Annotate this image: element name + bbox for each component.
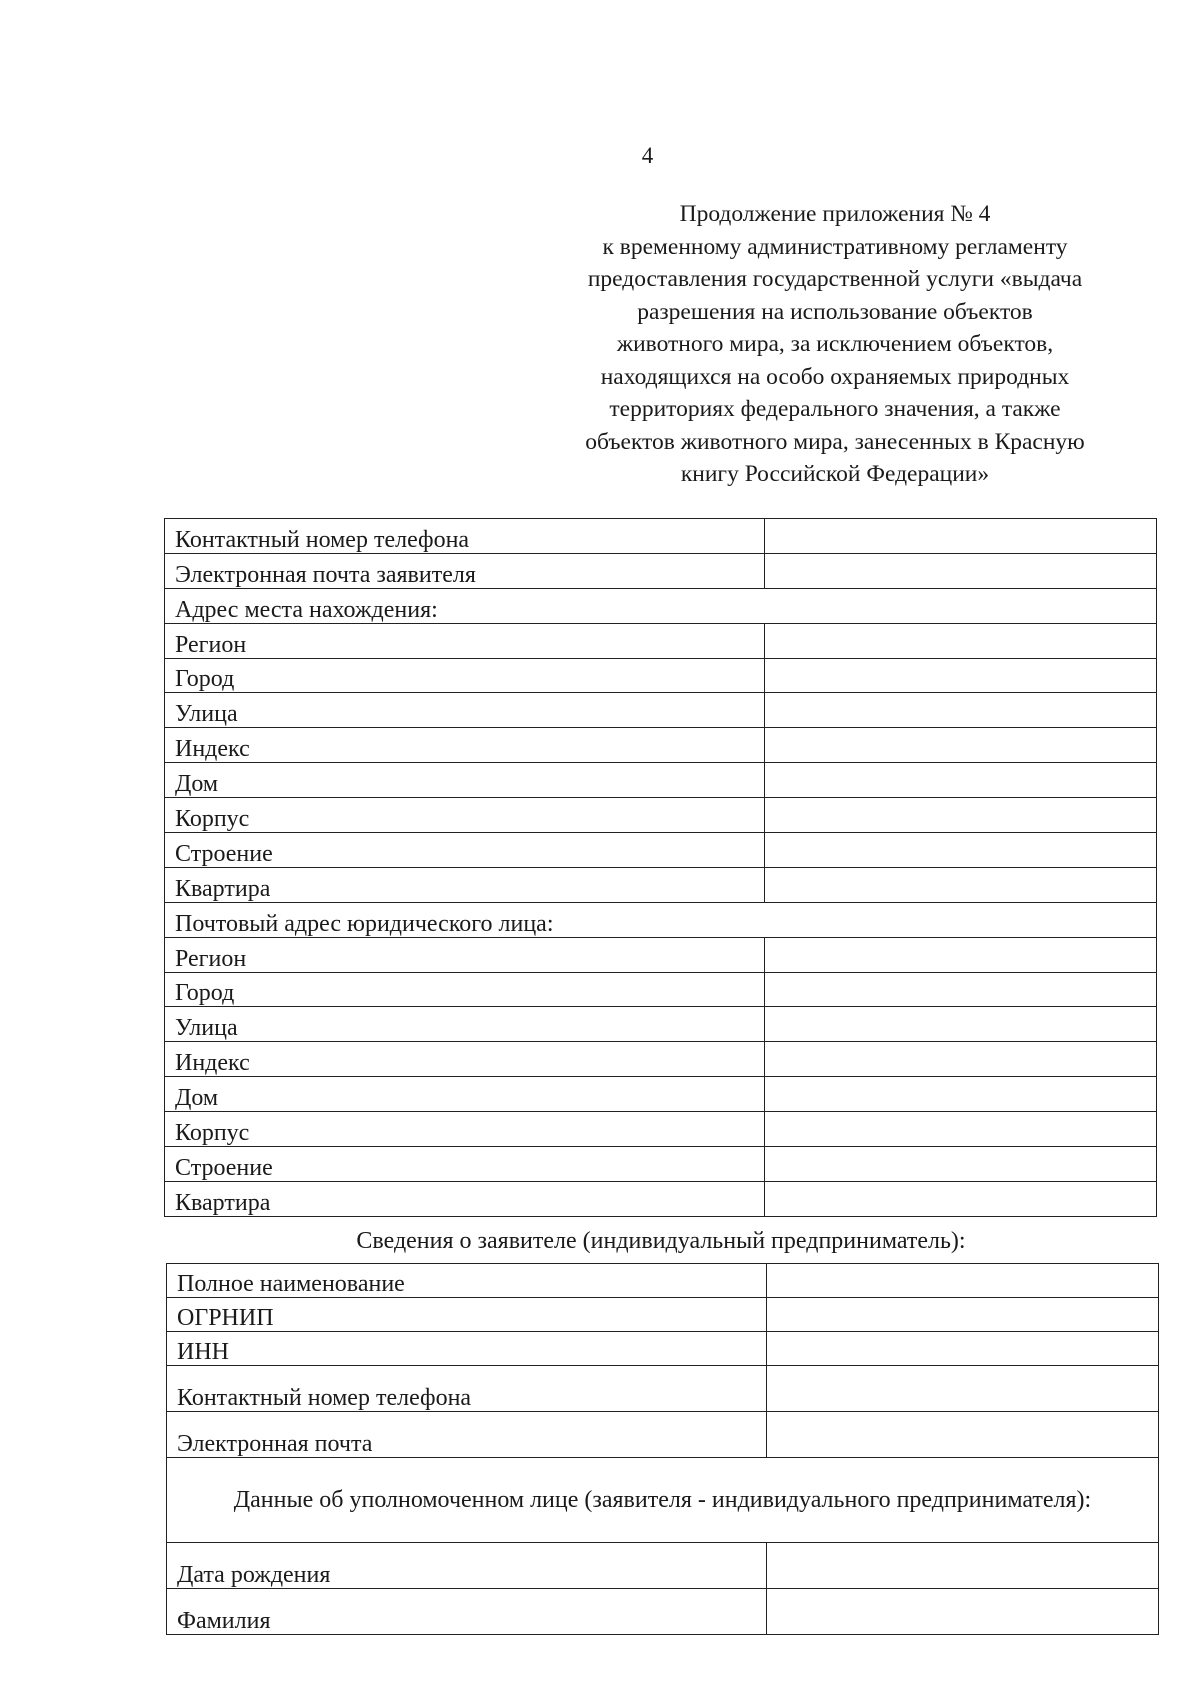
header-line: к временному административному регламенту [602,233,1068,260]
header-line: книгу Российской Федерации» [680,461,990,487]
surname-field[interactable] [767,1589,1159,1635]
table-row [167,1458,1159,1543]
location-apartment-field[interactable] [765,867,1157,902]
location-region-field[interactable] [765,623,1157,658]
entrepreneur-email-label: Электронная почта [167,1412,767,1458]
entrepreneur-phone-field[interactable] [767,1366,1159,1412]
contact-phone-field[interactable] [765,519,1157,554]
table-row [165,1112,1157,1147]
postal-region-field[interactable] [765,937,1157,972]
table-row [167,1543,1159,1589]
table-row [167,1589,1159,1635]
table-row [165,1077,1157,1112]
table-row [167,1264,1159,1298]
header-line: объектов животного мира, занесенных в Красную [585,428,1085,455]
ogrnip-field[interactable] [767,1298,1159,1332]
entrepreneur-caption: Сведения о заявителе (индивидуальный предприниматель): [356,1228,966,1254]
postal-structure-field[interactable] [765,1147,1157,1182]
table-row [167,1332,1159,1366]
postal-city-label: Город [165,972,765,1007]
email-field[interactable] [765,553,1157,588]
representative-section-heading: Данные об уполномоченном лице (заявителя - индивидуального предпринимателя): [167,1458,1159,1543]
table-row [165,1007,1157,1042]
contact-phone-label: Контактный номер телефона [165,519,765,554]
birth-date-field[interactable] [767,1543,1159,1589]
location-structure-label: Строение [165,833,765,868]
email-label: Электронная почта заявителя [165,553,765,588]
full-name-label: Полное наименование [167,1264,767,1298]
table-row [167,1412,1159,1458]
entrepreneur-phone-label: Контактный номер телефона [167,1366,767,1412]
appendix-header [540,198,1130,491]
header-line: животного мира, за исключением объектов, [616,331,1054,357]
birth-date-label: Дата рождения [167,1543,767,1589]
postal-house-label: Дом [165,1077,765,1112]
location-building-label: Корпус [165,798,765,833]
location-house-label: Дом [165,763,765,798]
location-city-label: Город [165,658,765,693]
table-row [165,588,1157,623]
postal-structure-label: Строение [165,1147,765,1182]
header-line: находящихся на особо охраняемых природных [600,363,1070,390]
postal-apartment-label: Квартира [165,1181,765,1216]
table-row [165,1147,1157,1182]
location-house-field[interactable] [765,763,1157,798]
inn-field[interactable] [767,1332,1159,1366]
entrepreneur-email-field[interactable] [767,1412,1159,1458]
page-number: 4 [641,143,654,168]
postal-address-heading: Почтовый адрес юридического лица: [165,902,1157,937]
table-row [165,833,1157,868]
header-line: территориях федерального значения, а также [609,396,1061,422]
table-row [165,937,1157,972]
surname-label: Фамилия [167,1589,767,1635]
location-address-heading: Адрес места нахождения: [165,588,1157,623]
table-row [165,553,1157,588]
postal-index-field[interactable] [765,1042,1157,1077]
table-row [165,763,1157,798]
location-index-field[interactable] [765,728,1157,763]
ogrnip-label: ОГРНИП [167,1298,767,1332]
postal-region-label: Регион [165,937,765,972]
header-line: Продолжение приложения № 4 [679,201,991,227]
postal-street-field[interactable] [765,1007,1157,1042]
postal-city-field[interactable] [765,972,1157,1007]
table-row [165,867,1157,902]
table-row [165,519,1157,554]
inn-label: ИНН [167,1332,767,1366]
table-row [165,1042,1157,1077]
table-row [165,972,1157,1007]
postal-apartment-field[interactable] [765,1181,1157,1216]
full-name-field[interactable] [767,1264,1159,1298]
table-row [167,1366,1159,1412]
postal-street-label: Улица [165,1007,765,1042]
postal-building-field[interactable] [765,1112,1157,1147]
postal-building-label: Корпус [165,1112,765,1147]
location-structure-field[interactable] [765,833,1157,868]
location-region-label: Регион [165,623,765,658]
entrepreneur-table [166,1263,1159,1635]
location-street-field[interactable] [765,693,1157,728]
table-row [165,798,1157,833]
table-row [165,693,1157,728]
location-street-label: Улица [165,693,765,728]
location-apartment-label: Квартира [165,867,765,902]
table-row [165,658,1157,693]
header-line: разрешения на использование объектов [637,298,1033,325]
table-row [165,902,1157,937]
table-row [165,623,1157,658]
location-city-field[interactable] [765,658,1157,693]
table-row [165,1181,1157,1216]
header-line: предоставления государственной услуги «выдача [587,266,1083,292]
postal-index-label: Индекс [165,1042,765,1077]
location-building-field[interactable] [765,798,1157,833]
postal-house-field[interactable] [765,1077,1157,1112]
location-index-label: Индекс [165,728,765,763]
table-row [165,728,1157,763]
legal-entity-contact-table [164,518,1157,1217]
table-row [167,1298,1159,1332]
